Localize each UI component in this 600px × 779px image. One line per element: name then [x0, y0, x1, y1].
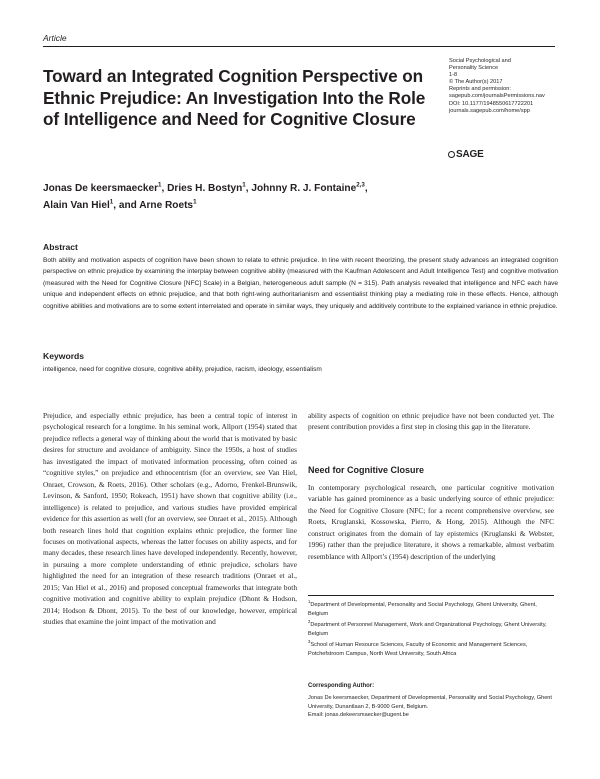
affiliation-item: $^2$Department of Personnel Management, Work and Organizational Psychology, Ghent University, Belgium	[308, 619, 547, 637]
author-separator: ,	[245, 183, 252, 194]
author-name: Alain Van Hiel	[43, 200, 110, 211]
author-name: Dries H. Bostyn	[167, 183, 243, 194]
corresponding-author-address: Jonas De keersmaecker, Department of Developmental, Personality and Social Psychology, Ghent University, Dunantlaan 2, B-9000 Gent, Belgium.	[308, 695, 552, 710]
author-affil-marker: 2,3	[356, 181, 365, 189]
author-affil-marker: 1	[158, 181, 162, 189]
author-name: Johnny R. J. Fontaine	[251, 183, 357, 194]
paper-title: Toward an Integrated Cognition Perspective on Ethnic Prejudice: An Investigation Into the Role of Intelligence and Need for Cognitive Closure	[43, 66, 426, 129]
keywords-heading: Keywords	[43, 351, 85, 361]
journal-home-link[interactable]: journals.sagepub.com/home/spp	[449, 107, 530, 114]
keywords-text: intelligence, need for cognitive closure, cognitive ability, prejudice, racism, ideology, essentialism	[43, 366, 322, 373]
footnote-rule	[308, 595, 554, 596]
article-type-label: Article	[43, 33, 67, 43]
page-range: 1-8	[449, 72, 458, 79]
body-text-left-column: Prejudice, and especially ethnic prejudice, has been a central topic of interest in psychological research for a longtime. In his seminal work, Allport (1954) stated that prejudice reflects a general way of thinking about the world that is motivated by basic desires for structure and avoidance of ambiguity. Since the 1950s, a host of studies has investigated the impact of motivated information processing, often coined as “cognitive styles,” on prejudice and ethnocentrism (for an overview, see Van Hiel, Onraet, Crowson, & Roets, 2016). Other scholars (e.g., Adorno, Frenkel-Brunswik, Levinson, & Sanford, 1950; Rokeach, 1951) have shown that cognitive ability (i.e., intelligence) is related to prejudice, and various studies have provided empirical evidence for this assertion as well (for an overview, see Onraet et al., 2015). Although both research lines hold that cognition explains ethnic prejudice, the former line focuses on motivational aspects, whereas the latter focuses on ability aspects, and for many decades, these research lines have developed independently. Recently, however, in pursuing a more complete understanding of ethnic prejudice, scholars have highlighted the need for an integration of these research traditions (Onraet et al., 2015; Van Hiel et al., 2016) and proposed conceptual frameworks that integrate both cognitive motivation and cognitive ability to explain prejudice (Dhont & Hodson, 2014; Hodson & Dhont, 2015). To the best of our knowledge, however, empirical studies that examine the joint impact of the motivation and	[43, 411, 297, 627]
corresponding-author-details	[308, 694, 558, 720]
abstract-heading: Abstract	[43, 242, 78, 252]
author-name: Arne Roets	[139, 200, 194, 211]
author-affil-marker: 1	[193, 198, 197, 206]
sage-circle-icon	[448, 151, 455, 158]
sage-logo: SAGE	[448, 149, 484, 160]
abstract-text: Both ability and motivation aspects of cognition have been shown to relate to ethnic prejudice. In line with recent theorizing, the present study advances an integrated cognition perspective on ethnic prejudice by examining the interplay between cognitive ability (measured with the Kaufman Adolescent and Adult Intelligence Test) and cognitive motivation (measured with the Need for Cognitive Closure [NFC] Scale) in a Belgian, heterogeneous adult sample (N = 315). Path analysis revealed that intelligence and NFC each have unique and independent effects on ethnic prejudice, and that both right-wing authoritarianism and essentialist thinking play a mediating role in these effects. Hence, although cognitive abilities and motivations are to some extent interrelated and operate in similar ways, they uniquely and additively contribute to the explained variance in ethnic prejudice.	[43, 257, 558, 310]
body-text-right-column: In contemporary psychological research, one particular cognitive motivation variable has gained prominence as a basic underlying source of ethnic prejudice: the Need for Cognitive Closure (NFC; for a recent comprehensive overview, see Roets, Kruglanski, Kossowska, Pierro, & Hong, 2015). Although the NFC construct originates from the domain of lay epistemics (Kruglanski & Webster, 1996) rather than the prejudice literature, it shows a remarkable, almost verbatim resemblance with Allport’s (1954) description of the underlying	[308, 483, 554, 561]
corresponding-author-email[interactable]: Email: jonas.dekeersmaecker@ugent.be	[308, 712, 409, 719]
author-separator: ,	[364, 183, 368, 194]
reprints-label: Reprints and permission:	[449, 86, 511, 93]
author-affil-marker: 1	[109, 198, 114, 206]
section-heading-nfc: Need for Cognitive Closure	[308, 465, 425, 475]
journal-metadata	[449, 58, 564, 115]
copyright: © The Author(s) 2017	[449, 79, 503, 86]
author-separator: , and	[113, 200, 140, 211]
affiliation-item: $^1$Department of Developmental, Personality and Social Psychology, Ghent University, Ghent, Belgium	[308, 599, 537, 617]
author-name: Jonas De keersmaecker	[43, 183, 159, 194]
author-affil-marker: 1	[242, 181, 246, 189]
journal-name-line-1: Social Psychological and	[449, 58, 511, 64]
author-list	[43, 180, 463, 214]
journal-name-line-2: Personality Science	[449, 65, 499, 72]
affiliations	[308, 601, 558, 661]
corresponding-author-heading: Corresponding Author:	[308, 683, 375, 689]
permissions-link[interactable]: sagepub.com/journalsPermissions.nav	[449, 93, 545, 100]
affiliation-item: $^3$School of Human Resource Sciences, Faculty of Economic and Management Sciences, Potchefstroom Campus, North West University, South Africa	[308, 639, 528, 657]
doi[interactable]: DOI: 10.1177/1948550617722201	[449, 100, 534, 107]
author-separator: ,	[161, 183, 168, 194]
header-rule	[43, 46, 555, 47]
body-text-right-intro: ability aspects of cognition on ethnic prejudice have not been conducted yet. The present contribution provides a first step in closing this gap in the literature.	[308, 411, 554, 432]
